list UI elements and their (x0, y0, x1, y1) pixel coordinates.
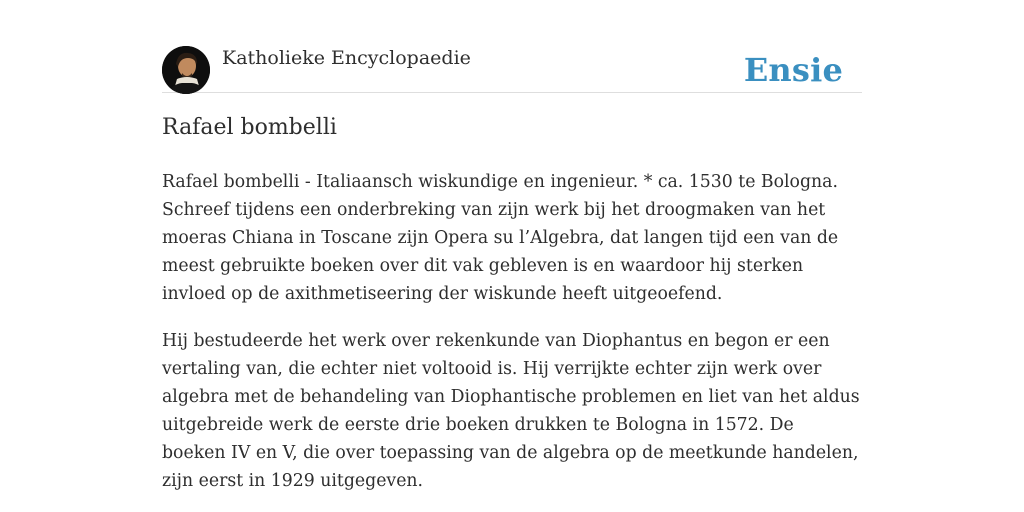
header (162, 46, 862, 93)
source-name[interactable]: Katholieke Encyclopaedie (222, 47, 471, 69)
article-body (162, 168, 862, 512)
article-paragraph: Hij bestudeerde het werk over rekenkunde van Diophantus en begon er een vertaling van, die echter niet voltooid is. Hij verrijkte echter zijn werk over algebra met de behandeling van Diophantische problemen en liet van het aldus uitgebreide werk de eerste drie boeken drukken te Bologna in 1572. De boeken IV en V, die over toepassing van de algebra op de meetkunde handelen, zijn eerst in 1929 uitgegeven. (162, 331, 860, 491)
ensie-logo[interactable]: Ensie (743, 51, 843, 89)
article-title: Rafael bombelli (162, 115, 337, 140)
article-paragraph: Rafael bombelli - Italiaansch wiskundige en ingenieur. * ca. 1530 te Bologna. Schreef tijdens een onderbreking van zijn werk bij het droogmaken van het moeras Chiana in Toscane zijn Opera su l’Algebra, dat langen tijd een van de meest gebruikte boeken over dit vak gebleven is en waardoor hij sterken invloed op de axithmetiseering der wiskunde heeft uitgeoefend. (162, 172, 839, 304)
portrait-icon (162, 46, 210, 94)
source-avatar[interactable] (162, 46, 210, 94)
